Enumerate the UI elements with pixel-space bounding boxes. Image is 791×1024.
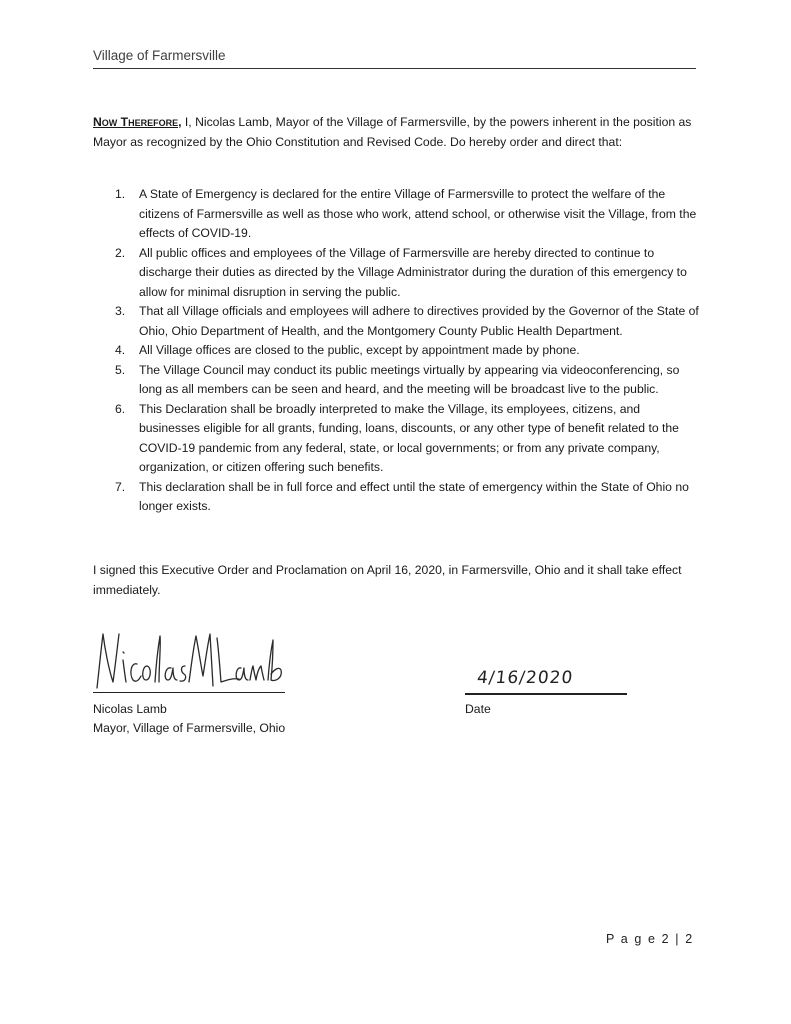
intro-paragraph xyxy=(93,113,696,152)
order-text: All Village offices are closed to the public, except by appointment made by phone. xyxy=(139,343,580,357)
signature-line xyxy=(93,692,285,693)
date-label: Date xyxy=(465,702,491,716)
order-text: A State of Emergency is declared for the entire Village of Farmersville to protect the welfare of the citizens of Farmersville as well as those who work, attend school, or otherwise visit the Village, from the effects of COVID-19. xyxy=(139,187,697,240)
page-header xyxy=(93,46,696,69)
closing-paragraph: I signed this Executive Order and Proclamation on April 16, 2020, in Farmersville, Ohio and it shall take effect immediately. xyxy=(93,563,682,597)
order-item xyxy=(115,185,700,244)
intro-text: I, Nicolas Lamb, Mayor of the Village of Farmersville, by the powers inherent in the position as Mayor as recognized by the Ohio Constitution and Revised Code. Do hereby order and direct that: xyxy=(93,115,692,149)
order-item xyxy=(115,302,700,341)
order-text: The Village Council may conduct its public meetings virtually by appearing via videoconferencing, so long as all members can be seen and heard, and the meeting will be broadcast live to the public. xyxy=(139,362,680,396)
order-item xyxy=(115,400,700,478)
order-item xyxy=(115,361,700,400)
order-text: This declaration shall be in full force and effect until the state of emergency within the State of Ohio no longer exists. xyxy=(139,479,689,513)
order-text: This Declaration shall be broadly interpreted to make the Village, its employees, citizens, and businesses eligible for all grants, funding, loans, discounts, or any other type of benefit related to the COVID-19 pandemic from any federal, state, or local governments; or from any private company, organization, or citizen offering such benefits. xyxy=(139,401,679,474)
order-number: 3. xyxy=(115,304,126,318)
orders-list xyxy=(115,185,700,517)
page-number: P a g e 2 | 2 xyxy=(606,932,694,946)
order-number: 1. xyxy=(115,187,126,201)
signer-title: Mayor, Village of Farmersville, Ohio xyxy=(93,721,286,735)
order-number: 6. xyxy=(115,401,126,416)
date-line xyxy=(465,693,627,695)
order-number: 2. xyxy=(115,245,126,260)
order-item xyxy=(115,341,700,361)
order-number: 4. xyxy=(115,343,126,357)
order-number: 7. xyxy=(115,479,126,494)
order-text: All public offices and employees of the Village of Farmersville are hereby directed to continue to discharge their duties as directed by the Village Administrator during the duration of this emergency to allow for minimal disruption in serving the public. xyxy=(139,245,687,299)
order-text: That all Village officials and employees will adhere to directives provided by the Governor of the State of Ohio, Ohio Department of Health, and the Montgomery County Public Health Department. xyxy=(139,304,699,338)
header-title: Village of Farmersville xyxy=(93,48,226,63)
order-item xyxy=(115,478,700,517)
handwritten-signature xyxy=(93,630,288,690)
signer-name: Nicolas Lamb xyxy=(93,702,167,716)
order-item xyxy=(115,244,700,303)
order-number: 5. xyxy=(115,362,126,377)
handwritten-date: 4/16/2020 xyxy=(475,668,575,688)
intro-lead: Now Therefore, xyxy=(93,115,182,129)
